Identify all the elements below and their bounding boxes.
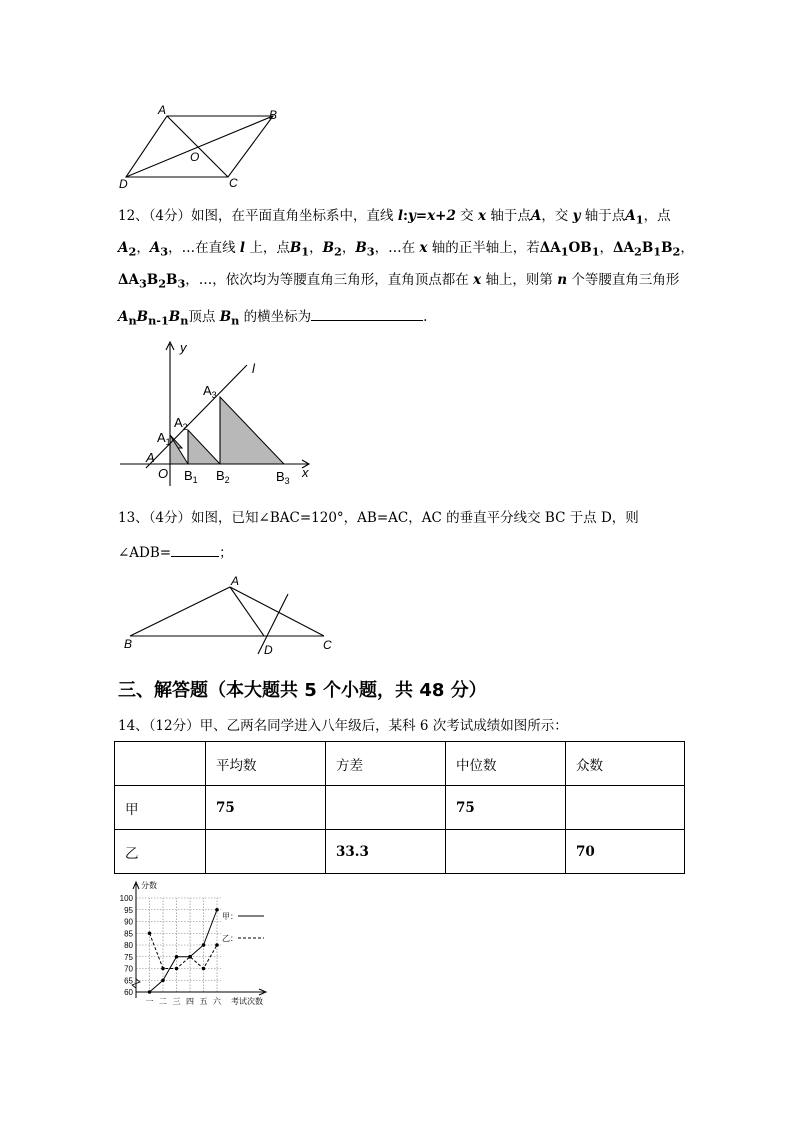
- table-cell: 75: [206, 786, 326, 830]
- table-header-row: [115, 742, 685, 786]
- series-line-jia: [150, 910, 218, 992]
- x-tick-label: 一: [145, 997, 154, 1006]
- table-header-cell: 方差: [326, 742, 446, 786]
- label-A: A: [231, 574, 240, 588]
- x-axis-label: 考试次数: [231, 997, 263, 1006]
- table-cell: 75: [446, 786, 566, 830]
- label-x: x: [302, 465, 309, 480]
- q13-score: （4分）: [148, 510, 192, 526]
- table-cell: 70: [566, 830, 685, 874]
- data-point-yi: [148, 931, 152, 935]
- y-tick-label: 80: [124, 941, 133, 950]
- table-cell[interactable]: [446, 830, 566, 874]
- data-point-yi: [161, 967, 165, 971]
- data-point-yi: [215, 943, 219, 947]
- data-point-jia: [161, 978, 165, 982]
- y-tick-label: 95: [124, 905, 133, 915]
- triangle-a2-b1-b2: [188, 430, 220, 464]
- q13-line2: ∠ADB= ；: [118, 542, 233, 563]
- label-B2: $B_2$: [216, 468, 230, 485]
- triangle-figure: [118, 570, 343, 660]
- parallelogram-figure: [110, 100, 300, 195]
- data-point-yi: [188, 955, 192, 959]
- table-header-cell: [115, 742, 206, 786]
- y-tick-label: 60: [124, 988, 133, 997]
- y-axis-label: 分数: [141, 881, 157, 890]
- table-cell: 甲: [115, 786, 206, 830]
- y-tick-label: 75: [124, 952, 133, 962]
- q12-line4: $A_nB_{n-1}B_n$顶点 $B_n$ 的横坐标为 .: [118, 306, 427, 331]
- q12-line3: $\Delta A_3B_2B_3$，…，依次均为等腰直角三角形，直角顶点都在 x 轴上，则第 n 个等腰直角三角形: [118, 272, 680, 291]
- segment-ad: [230, 587, 264, 636]
- data-point-jia: [202, 943, 206, 947]
- y-tick-label: 85: [124, 929, 133, 939]
- q13-answer-blank[interactable]: [171, 542, 219, 557]
- label-C: C: [323, 638, 332, 652]
- label-A2: $A_2$: [174, 415, 188, 432]
- x-tick-label: 五: [199, 997, 208, 1006]
- label-A: A: [146, 450, 155, 465]
- q14-line1: 14、（12分）甲、乙两名同学进入八年级后，某科 6 次考试成绩如图所示：: [118, 718, 568, 734]
- y-tick-label: 70: [124, 964, 133, 974]
- q13-number: 13、: [118, 510, 149, 526]
- coordinate-figure: [112, 338, 322, 490]
- table-row: [115, 786, 685, 830]
- x-tick-label: 六: [213, 997, 221, 1006]
- label-A1: $A_1$: [157, 430, 171, 447]
- data-point-jia: [148, 990, 152, 994]
- table-cell[interactable]: [206, 830, 326, 874]
- table-cell[interactable]: [566, 786, 685, 830]
- label-O: O: [158, 466, 169, 481]
- diagonal-ac: [167, 116, 228, 177]
- table-header-cell: 众数: [566, 742, 685, 786]
- label-c: C: [229, 176, 238, 190]
- series-line-yi: [150, 933, 218, 968]
- q12-line1: 12、（4分）如图，在平面直角坐标系中，直线 l:y=x+2 交 x 轴于点A，交 y 轴于点$A_1$，点: [118, 208, 671, 227]
- label-B3: $B_3$: [276, 469, 290, 486]
- triangle-abc: [130, 587, 324, 636]
- data-point-yi: [175, 967, 179, 971]
- q13-line1: 13、（4分）如图，已知∠BAC=120°，AB=AC，AC 的垂直平分线交 BC 于点 D，则: [118, 510, 639, 526]
- table-header-cell: 平均数: [206, 742, 326, 786]
- label-d: D: [119, 177, 128, 191]
- label-B: B: [124, 637, 133, 651]
- table-cell: 33.3: [326, 830, 446, 874]
- triangle-a3-b2-b3: [220, 397, 284, 464]
- label-b: B: [269, 108, 278, 122]
- table-cell: 乙: [115, 830, 206, 874]
- q12-answer-blank[interactable]: [311, 306, 423, 321]
- score-line-chart: [112, 876, 282, 1018]
- x-tick-label: 二: [159, 997, 167, 1006]
- y-tick-label: 90: [124, 917, 133, 927]
- label-B1: $B_1$: [184, 468, 198, 485]
- label-a: A: [158, 103, 167, 117]
- legend-label: 乙：: [222, 934, 238, 943]
- q14-score: （12分）: [148, 718, 200, 734]
- q12-line2: $A_2$，$A_3$，…在直线 l 上，点$B_1$，$B_2$，$B_3$，…在 x 轴的正半轴上，若$\Delta A_1OB_1$，$\Delta A_2B_1B_2$，: [118, 240, 694, 259]
- q12-score: （4分）: [148, 208, 192, 224]
- label-A3: $A_3$: [203, 383, 217, 400]
- x-tick-label: 三: [172, 997, 181, 1006]
- data-point-yi: [202, 967, 206, 971]
- q14-number: 14、: [118, 718, 149, 734]
- data-point-jia: [215, 908, 219, 912]
- triangle-a1-shade: [170, 435, 188, 464]
- score-table: [114, 741, 685, 874]
- table-header-cell: 中位数: [446, 742, 566, 786]
- q12-number: 12、: [118, 208, 149, 224]
- section-heading: 三、解答题（本大题共 5 个小题，共 48 分）: [118, 680, 487, 701]
- label-y: y: [180, 340, 187, 355]
- y-tick-label: 100: [119, 894, 133, 903]
- table-row: [115, 830, 685, 874]
- label-l: l: [252, 361, 255, 376]
- label-D: D: [264, 643, 273, 657]
- legend-label: 甲：: [222, 912, 238, 921]
- data-point-jia: [175, 955, 179, 959]
- y-tick-label: 65: [124, 976, 133, 986]
- perpendicular-bisector: [258, 594, 288, 654]
- table-cell[interactable]: [326, 786, 446, 830]
- x-tick-label: 四: [186, 997, 194, 1006]
- label-o: O: [190, 150, 200, 164]
